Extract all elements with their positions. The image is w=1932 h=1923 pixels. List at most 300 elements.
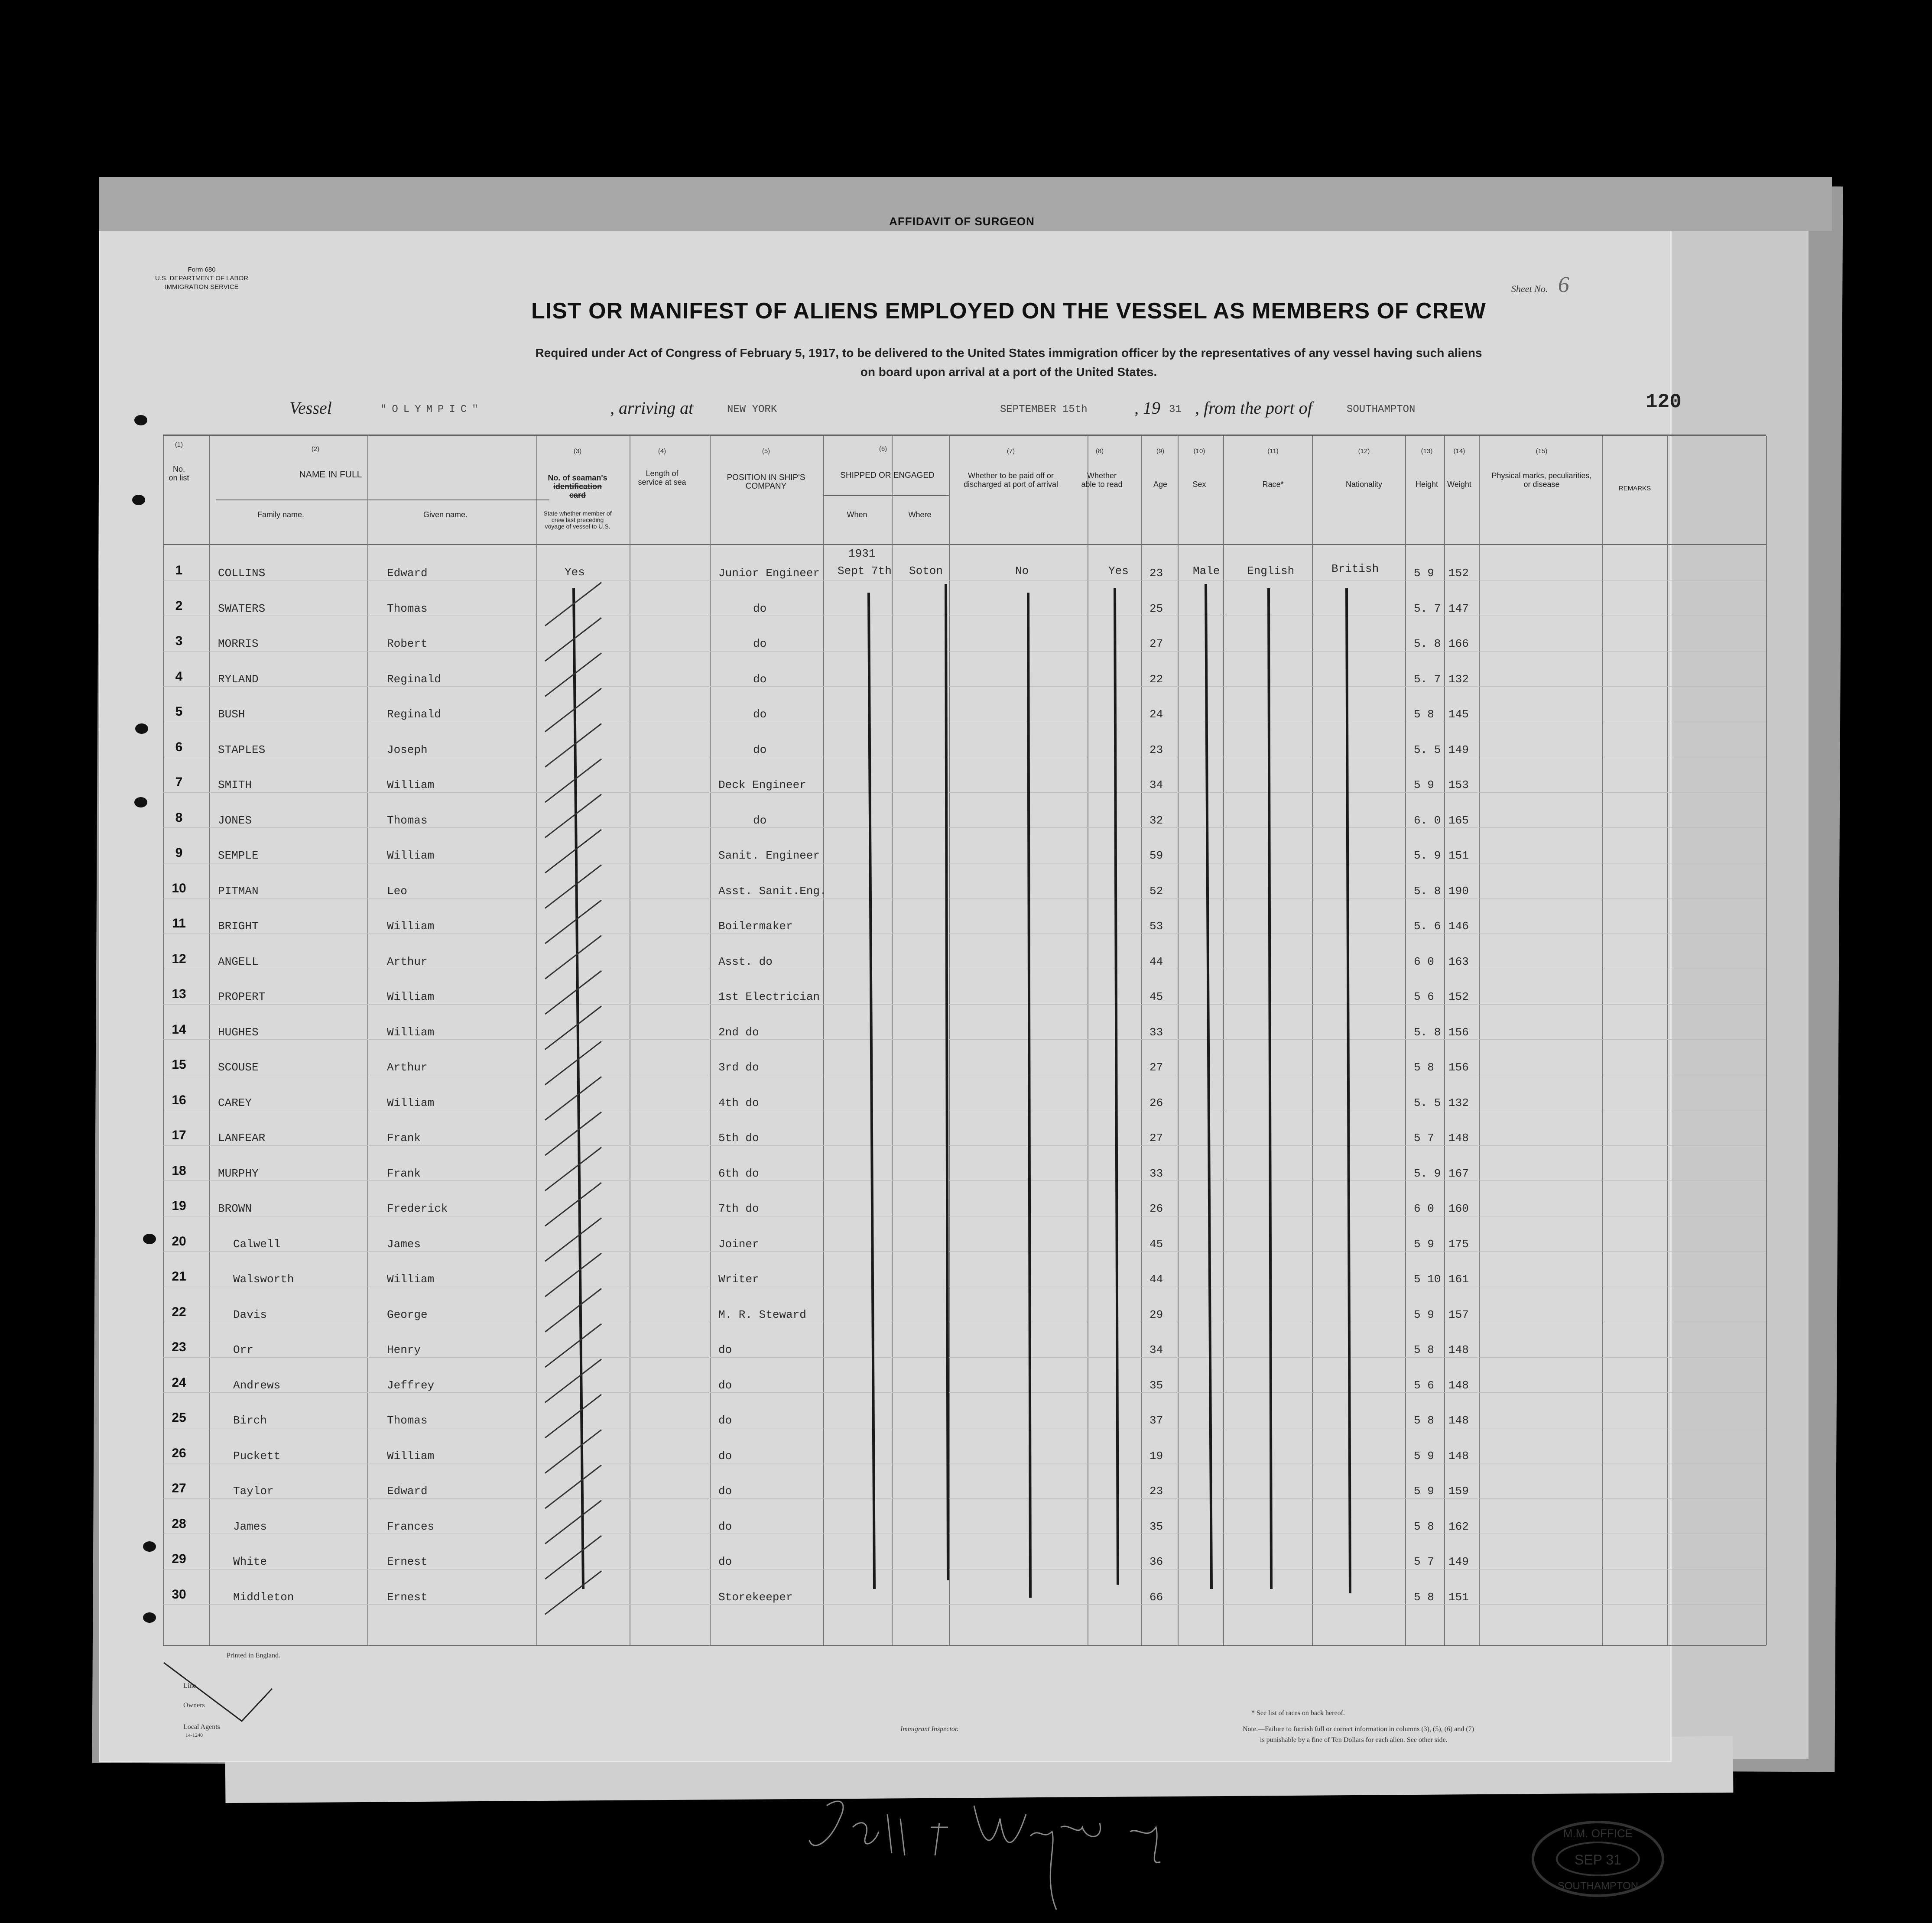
weight: 153 [1448,778,1469,791]
required-line-1: Required under Act of Congress of February 5, 1917, to be delivered to the United States immigration officer by the representatives of any vessel having such aliens [535,346,1482,360]
col-num-2: (2) [311,445,320,453]
row-number: 8 [175,810,183,825]
family-name: White [233,1555,267,1568]
paid-off-value: No [1015,564,1029,577]
given-name: Frank [387,1167,421,1180]
family-name: SWATERS [218,602,266,615]
col-num-8: (8) [1095,448,1104,455]
owners-label: Owners [183,1702,205,1709]
hdr-name-in-full: NAME IN FULL [299,470,362,480]
given-name: Arthur [387,955,428,968]
line-label: Line [183,1682,196,1690]
position: do [753,814,767,827]
height: 5. 9 [1414,1167,1441,1180]
position: do [718,1343,732,1356]
family-name: SEMPLE [218,849,259,862]
family-name: Orr [233,1343,253,1356]
row-number: 18 [172,1163,186,1178]
given-name: Frances [387,1520,435,1533]
from-port-label: , from the port of [1195,398,1312,418]
age: 45 [1149,990,1163,1003]
age: 53 [1149,920,1163,933]
position: do [718,1378,732,1392]
owners-checkmark [99,229,1672,1762]
col-num-12: (12) [1358,448,1370,455]
height: 5 8 [1414,1343,1434,1356]
col-num-9: (9) [1156,448,1165,455]
races-note: * See list of races on back hereof. [1251,1709,1345,1717]
hdr-seaman-card: No. of seaman's identification card [548,473,607,499]
row-number: 6 [175,739,183,754]
vessel-name: "OLYMPIC" [380,404,484,415]
row-number: 20 [172,1234,186,1248]
sheet-label: Sheet No. [1511,283,1548,294]
position: do [753,637,767,650]
height: 5. 6 [1414,920,1441,933]
col-num-1: (1) [175,441,183,448]
row-number: 21 [172,1269,186,1284]
weight: 152 [1448,567,1469,580]
family-name: PITMAN [218,884,259,898]
age: 22 [1149,672,1163,686]
col-num-4: (4) [658,448,666,455]
hdr-length-service: Length of service at sea [638,469,686,486]
weight: 157 [1448,1308,1469,1321]
family-name: Walsworth [233,1273,294,1286]
row-number: 16 [172,1093,186,1107]
weight: 190 [1448,884,1469,898]
postmark-top: M.M. OFFICE [1563,1827,1633,1840]
given-name: Edward [387,1485,428,1498]
weight: 147 [1448,602,1469,615]
weight: 175 [1448,1237,1469,1251]
age: 37 [1149,1414,1163,1427]
position: 1st Electrician [718,990,820,1003]
row-number: 29 [172,1552,186,1566]
col-num-10: (10) [1193,448,1205,455]
col-num-7: (7) [1007,448,1015,455]
position: 7th do [718,1202,759,1215]
position: M. R. Steward [718,1308,806,1321]
height: 5. 7 [1414,602,1441,615]
family-name: CAREY [218,1096,252,1109]
height: 5. 8 [1414,884,1441,898]
height: 5 10 [1414,1273,1441,1286]
punch-hole [132,495,145,505]
given-name: William [387,1025,435,1039]
family-name: Davis [233,1308,267,1321]
arrival-port: NEW YORK [727,404,777,415]
row-number: 13 [172,987,186,1001]
family-name: HUGHES [218,1025,259,1039]
position: do [753,602,767,615]
weight: 146 [1448,920,1469,933]
position: do [718,1485,732,1498]
height: 5 8 [1414,1520,1434,1533]
col-num-5: (5) [762,448,770,455]
col-num-15: (15) [1536,448,1548,455]
family-name: BRIGHT [218,920,259,933]
height: 5 7 [1414,1132,1434,1145]
family-name: SCOUSE [218,1061,259,1074]
position: 6th do [718,1167,759,1180]
position: Asst. do [718,955,773,968]
given-name: William [387,1273,435,1286]
position: do [718,1520,732,1533]
age: 27 [1149,1061,1163,1074]
position: 3rd do [718,1061,759,1074]
age: 66 [1149,1590,1163,1604]
shipped-when: Sept 7th [838,564,892,577]
hdr-age: Age [1153,480,1168,489]
form-number: Form 680 [188,266,216,273]
row-number: 24 [172,1375,186,1390]
age: 23 [1149,567,1163,580]
age: 44 [1149,955,1163,968]
weight: 149 [1448,1555,1469,1568]
department: U.S. DEPARTMENT OF LABOR [155,275,249,282]
row-number: 11 [172,916,186,931]
year-prefix: , 19 [1134,398,1160,418]
family-name: ANGELL [218,955,259,968]
punch-hole [135,723,148,734]
weight: 148 [1448,1378,1469,1392]
position: Boilermaker [718,920,793,933]
postmark-date: SEP 31 [1575,1852,1621,1868]
height: 5 9 [1414,1485,1434,1498]
race-value: English [1247,564,1295,577]
height: 6 0 [1414,955,1434,968]
row-number: 30 [172,1587,186,1602]
hdr-able-read: Whether able to read [1081,471,1123,489]
given-name: Thomas [387,1414,428,1427]
given-name: Joseph [387,743,428,756]
agents-code: 14-1240 [185,1732,203,1738]
height: 6. 0 [1414,814,1441,827]
hdr-given-name: Given name. [423,510,468,519]
row-number: 7 [175,775,183,789]
given-name: William [387,1449,435,1463]
age: 45 [1149,1237,1163,1251]
weight: 160 [1448,1202,1469,1215]
age: 27 [1149,1132,1163,1145]
row-number: 1 [175,563,183,577]
age: 33 [1149,1025,1163,1039]
hdr-where: Where [908,510,932,519]
height: 5 9 [1414,778,1434,791]
weight: 151 [1448,849,1469,862]
punch-hole [134,797,147,807]
given-name: William [387,778,435,791]
agents-label: Local Agents [183,1723,220,1731]
row-number: 23 [172,1340,186,1354]
weight: 159 [1448,1485,1469,1498]
height: 5 8 [1414,708,1434,721]
row-number: 9 [175,846,183,860]
shipped-where: Soton [909,564,943,577]
age: 34 [1149,1343,1163,1356]
age: 36 [1149,1555,1163,1568]
given-name: Jeffrey [387,1378,435,1392]
weight: 156 [1448,1025,1469,1039]
row-number: 15 [172,1057,186,1072]
given-name: Reginald [387,672,441,686]
row-number: 19 [172,1199,186,1213]
hdr-height: Height [1415,480,1438,489]
position: Writer [718,1273,759,1286]
hdr-sex: Sex [1192,480,1206,489]
given-name: Frederick [387,1202,448,1215]
given-name: Arthur [387,1061,428,1074]
height: 5. 7 [1414,672,1441,686]
position: do [718,1414,732,1427]
age: 35 [1149,1378,1163,1392]
age: 23 [1149,1485,1163,1498]
family-name: Birch [233,1414,267,1427]
weight: 132 [1448,1096,1469,1109]
given-name: Ernest [387,1590,428,1604]
given-name: Ernest [387,1555,428,1568]
weight: 132 [1448,672,1469,686]
family-name: PROPERT [218,990,266,1003]
note-line-1: Note.—Failure to furnish full or correct information in columns (3), (5), (6) and (7) [1243,1725,1474,1733]
given-name: Thomas [387,602,428,615]
hdr-shipped: SHIPPED OR ENGAGED [840,471,935,480]
weight: 163 [1448,955,1469,968]
given-name: George [387,1308,428,1321]
office-postmark [1529,1818,1667,1900]
weight: 161 [1448,1273,1469,1286]
given-name: William [387,920,435,933]
row-number: 28 [172,1516,186,1531]
hdr-paid-off: Whether to be paid off or discharged at port of arrival [963,471,1059,489]
vessel-label: Vessel [289,398,332,418]
hdr-physical: Physical marks, peculiarities, or disease [1491,471,1592,489]
given-name: William [387,990,435,1003]
height: 5. 5 [1414,1096,1441,1109]
col-num-14: (14) [1453,448,1465,455]
given-name: Henry [387,1343,421,1356]
row-number: 2 [175,598,183,613]
affidavit-strip [99,177,1832,231]
age: 26 [1149,1096,1163,1109]
column-rule [1766,436,1767,1645]
row-number: 4 [175,669,183,684]
position: 5th do [718,1132,759,1145]
hdr-weight: Weight [1447,480,1471,489]
row-number: 27 [172,1481,186,1495]
family-name: Puckett [233,1449,281,1463]
weight: 148 [1448,1132,1469,1145]
family-name: STAPLES [218,743,266,756]
position: do [718,1449,732,1463]
age: 34 [1149,778,1163,791]
affidavit-heading: AFFIDAVIT OF SURGEON [889,215,1035,228]
row-number: 12 [172,951,186,966]
hdr-when: When [847,510,867,519]
from-port: SOUTHAMPTON [1347,404,1416,415]
inspector-signature [801,1780,1182,1918]
col-num-3: (3) [573,448,582,455]
weight: 166 [1448,637,1469,650]
page-title: LIST OR MANIFEST OF ALIENS EMPLOYED ON THE VESSEL AS MEMBERS OF CREW [531,298,1486,324]
postmark-bottom: SOUTHAMPTON [1557,1880,1639,1892]
weight: 151 [1448,1590,1469,1604]
weight: 148 [1448,1449,1469,1463]
row-number: 3 [175,634,183,648]
position: Deck Engineer [718,778,806,791]
row-number: 10 [172,881,186,895]
height: 5 6 [1414,990,1434,1003]
height: 5 9 [1414,1449,1434,1463]
service: IMMIGRATION SERVICE [165,283,239,291]
col-num-6: (6) [879,445,887,453]
family-name: MURPHY [218,1167,259,1180]
position: 2nd do [718,1025,759,1039]
note-line-2: is punishable by a fine of Ten Dollars for each alien. See other side. [1260,1736,1448,1744]
row-number: 5 [175,704,183,719]
given-name: Edward [387,567,428,580]
family-name: BROWN [218,1202,252,1215]
year-suffix: 31 [1169,404,1182,415]
position: Storekeeper [718,1590,793,1604]
family-name: Middleton [233,1590,294,1604]
weight: 145 [1448,708,1469,721]
height: 5 9 [1414,567,1434,580]
punch-hole [143,1612,156,1623]
punch-hole [134,415,147,425]
family-name: Taylor [233,1485,274,1498]
age: 19 [1149,1449,1163,1463]
weight: 152 [1448,990,1469,1003]
weight: 165 [1448,814,1469,827]
age: 35 [1149,1520,1163,1533]
position: do [718,1555,732,1568]
height: 6 0 [1414,1202,1434,1215]
row-number: 17 [172,1128,186,1142]
given-name: James [387,1237,421,1251]
family-name: SMITH [218,778,252,791]
given-name: Frank [387,1132,421,1145]
height: 5. 8 [1414,637,1441,650]
given-name: Reginald [387,708,441,721]
hdr-nationality: Nationality [1345,480,1383,489]
height: 5. 8 [1414,1025,1441,1039]
arrival-date: SEPTEMBER 15th [1000,404,1088,415]
age: 25 [1149,602,1163,615]
col-num-11: (11) [1267,448,1279,455]
age: 33 [1149,1167,1163,1180]
inspector-label: Immigrant Inspector. [900,1725,959,1733]
age: 23 [1149,743,1163,756]
stacked-sheets-edge [1664,225,1809,1759]
punch-hole [143,1541,156,1552]
weight: 156 [1448,1061,1469,1074]
height: 5 8 [1414,1590,1434,1604]
hdr-no-on-list: No. on list [169,465,189,482]
required-line-2: on board upon arrival at a port of the United States. [860,365,1157,379]
shipped-year: 1931 [848,547,876,560]
col-num-13: (13) [1421,448,1433,455]
given-name: Thomas [387,814,428,827]
height: 5 9 [1414,1308,1434,1321]
height: 5 8 [1414,1061,1434,1074]
given-name: Leo [387,884,407,898]
position: do [753,708,767,721]
manifest-page [99,215,1682,1892]
row-number: 26 [172,1446,186,1460]
height: 5. 9 [1414,849,1441,862]
family-name: MORRIS [218,637,259,650]
weight: 148 [1448,1343,1469,1356]
card-value: Yes [565,566,585,579]
punch-hole [143,1234,156,1244]
hdr-position: POSITION IN SHIP'S COMPANY [727,473,805,491]
hdr-remarks: REMARKS [1618,485,1651,492]
age: 24 [1149,708,1163,721]
position: Asst. Sanit.Eng. [718,884,827,898]
stamp-number: 120 [1646,391,1682,413]
arriving-label: , arriving at [610,398,694,418]
age: 29 [1149,1308,1163,1321]
hdr-race: Race* [1262,480,1284,489]
weight: 167 [1448,1167,1469,1180]
row-number: 14 [172,1022,186,1037]
position: Junior Engineer [718,567,820,580]
height: 5. 5 [1414,743,1441,756]
nationality-value: British [1331,562,1379,575]
given-name: William [387,849,435,862]
row-number: 25 [172,1411,186,1425]
height: 5 6 [1414,1378,1434,1392]
printed-note: Printed in England. [227,1652,280,1659]
sex-value: Male [1193,564,1220,577]
family-name: RYLAND [218,672,259,686]
age: 26 [1149,1202,1163,1215]
weight: 162 [1448,1520,1469,1533]
given-name: Robert [387,637,428,650]
weight: 148 [1448,1414,1469,1427]
weight: 149 [1448,743,1469,756]
family-name: BUSH [218,708,245,721]
family-name: JONES [218,814,252,827]
able-read-value: Yes [1108,564,1129,577]
age: 59 [1149,849,1163,862]
family-name: COLLINS [218,567,266,580]
height: 5 8 [1414,1414,1434,1427]
family-name: LANFEAR [218,1132,266,1145]
family-name: Calwell [233,1237,281,1251]
row-number: 22 [172,1304,186,1319]
position: Sanit. Engineer [718,849,820,862]
given-name: William [387,1096,435,1109]
height: 5 9 [1414,1237,1434,1251]
age: 27 [1149,637,1163,650]
age: 44 [1149,1273,1163,1286]
position: 4th do [718,1096,759,1109]
age: 32 [1149,814,1163,827]
position: do [753,743,767,756]
hdr-family-name: Family name. [257,510,305,519]
sheet-value: 6 [1558,272,1569,297]
family-name: Andrews [233,1378,281,1392]
hdr-seaman-card-note: State whether member of crew last preceding voyage of vessel to U.S. [543,510,612,530]
family-name: James [233,1520,267,1533]
position: do [753,672,767,686]
position: Joiner [718,1237,759,1251]
age: 52 [1149,884,1163,898]
height: 5 7 [1414,1555,1434,1568]
